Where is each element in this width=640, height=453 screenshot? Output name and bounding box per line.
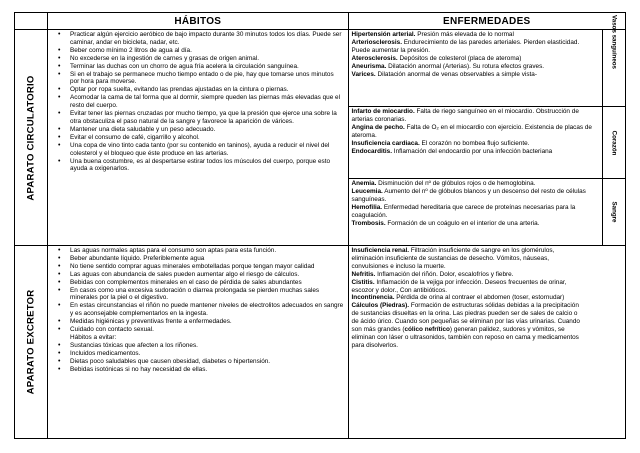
header-row	[15, 13, 626, 30]
disease-entry: Angina de pecho. Falta de O₂ en el miocardio con ejercicio. Existencia de placas de ateroma.	[351, 123, 592, 139]
sangre-tag-cell	[602, 179, 625, 246]
disease-entry: Aneurisma. Dilatación anormal (Arterias). Su rotura efectos graves.	[351, 62, 545, 70]
disease-entry: Infarto de miocardio. Falta de riego sanguíneo en el miocardio. Obstrucción de arterias coronarias.	[351, 108, 579, 123]
list-item: • Optar por ropa suelta, evitando las prendas ajustadas en la cintura o piernas.	[70, 86, 344, 94]
disease-entry: Trombosis. Formación de un coágulo en el interior de una arteria.	[351, 219, 540, 227]
list-item: • Beber como mínimo 2 litros de agua al día.	[70, 47, 344, 55]
disease-entry: Incontinencia. Pérdida de orina al contraer el abdomen (toser, estornudar)	[351, 294, 565, 302]
list-item: • Medidas higiénicas y preventivas frente a enfermedades.	[70, 318, 344, 326]
excretor-habitos-list	[48, 246, 347, 374]
list-item: • Practicar algún ejercicio aeróbico de bajo impacto durante 30 minutos todos los días. Puede ser caminar, andar en bicicleta, nadar, etc.	[70, 31, 344, 47]
disease-entry: Endocarditis. Inflamación del endocardio por una infección bacteriana	[351, 147, 553, 155]
disease-entry: Insuficiencia renal. Filtración insuficiente de sangre en los glomérulos, eliminación insuficiente de sustancias de desecho. Vómitos, náuseas, convulsiones e incluso la muerte.	[351, 247, 555, 270]
enfermedades-header: ENFERMEDADES	[348, 13, 625, 30]
disease-entry: Leucemia. Aumento del nº de glóbulos blancos y un descenso del resto de células sanguíneas.	[351, 187, 586, 203]
list-item: • No tiene sentido comprar aguas minerales embotelladas porque tengan mayor calidad	[70, 263, 344, 271]
vasos-tag: Vasos sanguíneos	[610, 15, 618, 69]
disease-entry: Aterosclerosis. Depósitos de colesterol (placa de ateroma)	[351, 54, 522, 62]
vasos-diseases-cell	[348, 30, 602, 107]
list-item: • No excederse en la ingestión de carnes y grasas de origen animal.	[70, 55, 344, 63]
list-item: • Las aguas normales aptas para el consumo son aptas para esta función.	[70, 247, 344, 255]
vasos-tag-cell	[602, 15, 625, 107]
excretor-diseases-cell	[348, 246, 625, 439]
list-item: • Bebidas isotónicas si no hay necesidad de ellas.	[70, 366, 344, 374]
document-sheet	[14, 12, 626, 440]
list-item: • Mantener una dieta saludable y un peso adecuado.	[70, 126, 344, 134]
disease-entry: Varices. Dilatación anormal de venas observables a simple vista-	[351, 70, 537, 78]
list-item: • Una copa de vino tinto cada tanto (por su contenido en taninos), ayuda a reducir el nivel del colesterol y el bloqueo que éste produce en las arterias.	[70, 142, 344, 158]
circulatorio-side-label	[15, 30, 48, 246]
excretor-label: APARATO EXCRETOR	[25, 289, 37, 395]
list-item: • Evitar el consumo de café, cigarrillo y alcohol.	[70, 134, 344, 142]
circulatorio-habitos-list	[48, 30, 347, 173]
list-item: • En casos como una excesiva sudoración o diarrea prolongada se pierden muchas sales minerales por la piel o el digestivo.	[70, 287, 344, 303]
sangre-diseases-cell	[348, 179, 602, 246]
list-item: • Las aguas con abundancia de sales pueden aumentar algo el riesgo de cálculos.	[70, 271, 344, 279]
disease-entry: Nefritis. Inflamación del riñón. Dolor, escalofríos y fiebre.	[351, 270, 514, 278]
corazon-tag-cell	[602, 107, 625, 179]
disease-entry: Arteriosclerosis. Endurecimiento de las paredes arteriales. Pierden elasticidad. Puede aumentar la presión.	[351, 38, 580, 54]
disease-entry: Hemofilia. Enfermedad hereditaria que carece de proteínas necesarias para la coagulación.	[351, 203, 576, 219]
list-item: • Sustancias tóxicas que afecten a los riñones.	[70, 342, 344, 350]
list-item: • Beber abundante líquido. Preferiblemente agua	[70, 255, 344, 263]
disease-entry: Cálculos (Piedras). Formación de estructuras sólidas debidas a la precipitación de sustancias disueltas en la orina. Las piedras pueden ser de sales de calcio o de ácido úrico. Cuando son pequeñas se eliminan por las vías urinarias. Cuando son más grandes (cólico nefrítico) generan palidez, sudores y vómitos, se eliminan con láser o ultrasonidos, también con reposo en cama y medicamentos para disolverlos.	[351, 302, 580, 349]
excretor-side-label	[15, 246, 48, 439]
excretor-row	[15, 246, 626, 439]
corazon-diseases-cell	[348, 107, 602, 179]
list-item: • Bebidas con complementos minerales en el caso de pérdida de sales abundantes	[70, 279, 344, 287]
circulatorio-habitos-cell	[48, 30, 348, 246]
corner-cell	[15, 13, 48, 30]
circulatorio-row-1	[15, 30, 626, 107]
corazon-tag: Corazón	[610, 130, 618, 155]
list-item: • Incluidos medicamentos.	[70, 350, 344, 358]
list-item: • Acomodar la cama de tal forma que al dormir, siempre queden las piernas más elevadas que el resto del cuerpo.	[70, 94, 344, 110]
disease-entry: Cistitis. Inflamación de la vejiga por infección. Deseos frecuentes de orinar, escozor y dolor., Con antibióticos.	[351, 278, 567, 294]
list-item: • Terminar las duchas con un chorro de agua fría acelera la circulación sanguínea.	[70, 63, 344, 71]
disease-entry: Insuficiencia cardiaca. El corazón no bombea flujo suficiente.	[351, 139, 530, 147]
list-item: • Una buena costumbre, es al despertarse estirar todos los músculos del cuerpo, porque esto ayuda a oxigenarlos.	[70, 158, 344, 174]
list-item: • Dietas poco saludables que causen obesidad, diabetes o hipertensión.	[70, 358, 344, 366]
list-item: • Cuidado con contacto sexual. Hábitos a evitar:	[70, 326, 344, 342]
excretor-habitos-cell	[48, 246, 348, 439]
circulatorio-label: APARATO CIRCULATORIO	[25, 74, 37, 201]
habits-diseases-table	[14, 12, 626, 439]
list-item: • En estas circunstancias el riñón no puede mantener niveles de electrolitos adecuados en sangre y es aconsejable complementarlos en la ingesta.	[70, 302, 344, 318]
sangre-tag: Sangre	[610, 201, 618, 223]
list-item: • Si en el trabajo se permanece mucho tiempo entado o de pie, hay que tomarse unos minutos por hora para moverse.	[70, 71, 344, 87]
disease-entry: Hipertensión arterial. Presión más elevada de lo normal	[351, 31, 514, 38]
disease-entry: Anemia. Disminución del nº de glóbulos rojos o de hemoglobina.	[351, 180, 536, 187]
habitos-header: HÁBITOS	[48, 13, 348, 30]
list-item: • Evitar tener las piernas cruzadas por mucho tiempo, ya que la presión que ejerce una sobre la otra obstaculiza el paso natural de la sangre y favorece la aparición de várices.	[70, 110, 344, 126]
